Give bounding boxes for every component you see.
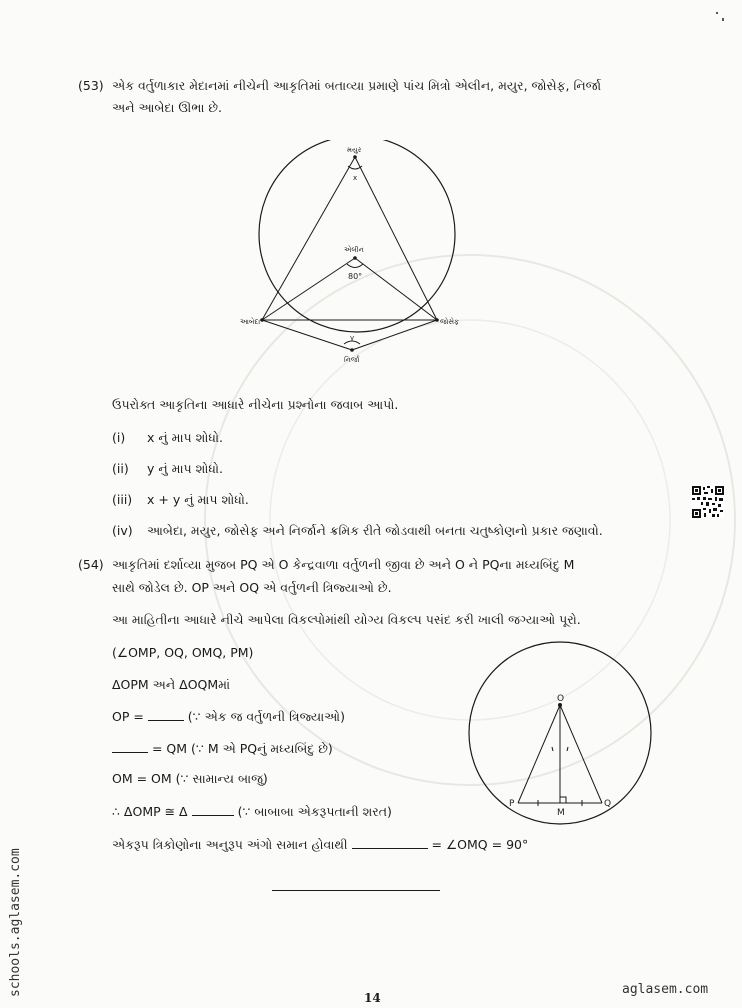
q54-text-line1: આકૃતિમાં દર્શાવ્યા મુજબ PQ એ O કેન્દ્રવાળા વર્તુળની જીવા છે અને O ને PQના મધ્યબિંદુ M (112, 557, 575, 572)
q54-circle-figure (462, 625, 662, 835)
q53-text-line1: એક વર્તુળાકાર મેદાનમાં નીચેની આકૃતિમાં બતાવ્યા પ્રમાણે પાંચ મિત્રો એલીન, મયુર, જોસેફ, નિર્જા (112, 78, 602, 93)
q53-item-text-3: x + y નું માપ શોધો. (147, 492, 249, 507)
label-q: Q (604, 799, 612, 809)
q54-statement-5 (112, 803, 392, 820)
blank-1[interactable] (148, 708, 184, 721)
line-mayur-josef (355, 157, 437, 320)
q54-s3-rhs: = QM (151, 741, 188, 756)
point-center (353, 256, 357, 260)
q53-item-num-2: (ii) (112, 461, 129, 476)
angle-mark-right (567, 747, 568, 751)
q54-s3-reason: (∵ M એ PQનું મધ્યબિંદુ છે) (191, 741, 333, 756)
line-josef-center (355, 258, 437, 320)
speck (722, 18, 724, 21)
q54-s2-reason: (∵ એક જ વર્તુળની ત્રિજ્યાઓ) (187, 709, 345, 724)
side-site-label: schools.aglasem.com (8, 848, 23, 997)
q54-text-line2: સાથે જોડેલ છે. OP અને OQ એ વર્તુળની ત્રિજ્યાઓ છે. (112, 580, 392, 595)
point-nirja (350, 348, 354, 352)
qr-code (692, 486, 724, 518)
radius-oq (560, 705, 602, 803)
label-x: x (353, 174, 358, 182)
q53-item-num-4: (iv) (112, 523, 133, 538)
q53-circle-figure (240, 140, 480, 370)
point-mayur (353, 155, 357, 159)
q54-statement-4: OM = OM (∵ સામાન્ય બાજુ) (112, 771, 268, 786)
end-rule (272, 890, 440, 891)
q54-s2-lhs: OP = (112, 709, 144, 724)
q53-item-num-1: (i) (112, 430, 126, 445)
right-angle-mark (560, 797, 566, 803)
q54-statement-6 (112, 836, 528, 853)
speck (716, 12, 718, 14)
q53-number: (53) (78, 78, 104, 93)
q54-number: (54) (78, 557, 104, 572)
point-josef (435, 318, 439, 322)
q54-statement-2 (112, 708, 345, 725)
label-y: y (350, 334, 355, 342)
label-eline: એલીન (344, 246, 364, 254)
angle-80-arc (347, 264, 363, 268)
label-o: O (557, 694, 565, 704)
footer-site-text: aglasem.com (622, 982, 709, 997)
q54-s6-rhs: = ∠OMQ = 90° (431, 837, 529, 852)
q53-item-num-3: (iii) (112, 492, 133, 507)
q54-s5-reason: (∵ બાબાબા એકરૂપતાની શરત) (237, 804, 392, 819)
blank-2[interactable] (112, 740, 148, 753)
q53-text-line2: અને આબેદા ઊભા છે. (112, 100, 223, 115)
q54-s6-lhs: એકરૂપ ત્રિકોણોના અનુરૂપ અંગો સમાન હોવાથી (112, 837, 348, 852)
label-angle-80: 80° (348, 272, 363, 281)
page-number: 14 (364, 991, 381, 1005)
label-abeda: આબેદા (240, 318, 261, 326)
label-m: M (557, 808, 565, 818)
q53-item-text-4: આબેદા, મયુર, જોસેફ અને નિર્જાને ક્રમિક રીતે જોડવાથી બનતા ચતુષ્કોણનો પ્રકાર જણાવો. (147, 523, 603, 538)
label-josef: જોસેફ (440, 318, 460, 326)
radius-op (518, 705, 560, 803)
label-mayur: મયુર (347, 146, 362, 154)
q54-statement-3 (112, 740, 333, 757)
q53-intro: ઉપરોક્ત આકૃતિના આધારે નીચેના પ્રશ્નોના જવાબ આપો. (112, 397, 399, 412)
q53-item-text-2: y નું માપ શોધો. (147, 461, 223, 476)
q54-s5-lhs: ∴ ΔOMP ≅ Δ (112, 804, 188, 819)
angle-mark-left (552, 747, 553, 751)
q54-options: (∠OMP, OQ, OMQ, PM) (112, 645, 254, 660)
label-nirja: નિર્જા (344, 356, 360, 364)
q54-text-line3: આ માહિતીના આધારે નીચે આપેલા વિકલ્પોમાંથી યોગ્ય વિકલ્પ પસંદ કરી ખાલી જગ્યાઓ પૂરો. (112, 612, 581, 627)
blank-3[interactable] (192, 803, 234, 816)
side-site-text (8, 805, 28, 1005)
label-p: P (509, 799, 515, 809)
line-abeda-nirja (262, 320, 355, 350)
blank-4[interactable] (352, 836, 428, 849)
q53-item-text-1: x નું માપ શોધો. (147, 430, 223, 445)
q54-statement-1: ΔOPM અને ΔOQMમાં (112, 677, 231, 692)
point-abeda (260, 318, 264, 322)
